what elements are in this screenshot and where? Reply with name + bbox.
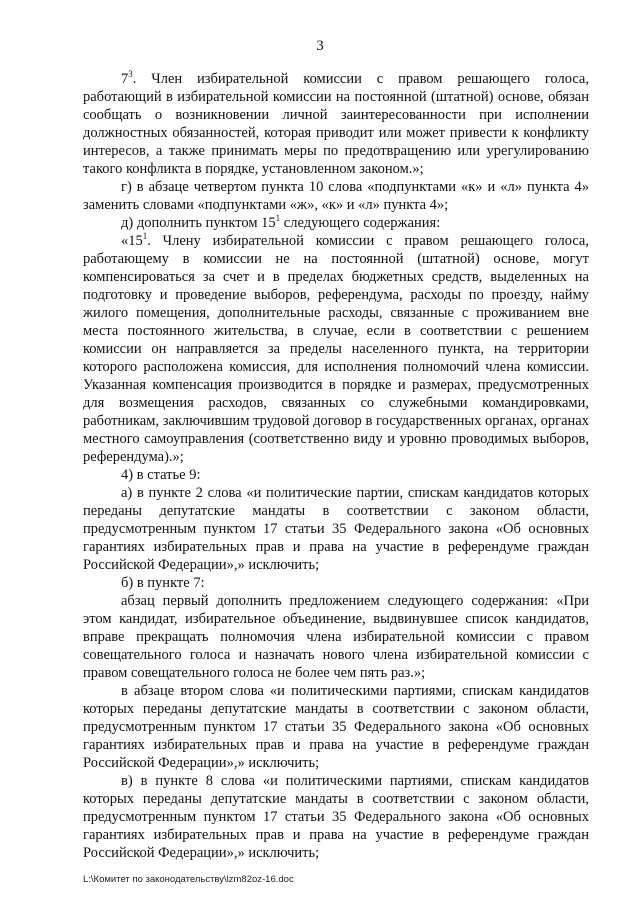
paragraph-d: д) дополнить пунктом $15^1$ следующего содержания: bbox=[121, 213, 441, 231]
paragraph-abzac-first: абзац первый дополнить предложением следующего содержания: «При этом кандидат, избирательное объединение, выдвинувшее список кандидатов, вправе прекращать полномочия члена избирательной комиссии с правом совещательного голоса и назначать нового члена избирательной комиссии с правом совещательного голоса не более чем пять раз.»; bbox=[83, 593, 589, 681]
page-number: 3 bbox=[316, 38, 324, 54]
footer-file-path: L:\Комитет по законодательству\lzm82oz-16.doc bbox=[83, 874, 294, 885]
paragraph-4-article-9: 4) в статье 9: bbox=[121, 467, 201, 483]
paragraph-a: а) в пункте 2 слова «и политические партии, спискам кандидатов которых переданы депутатские мандаты в соответствии с законом области, предусмотренным пунктом 17 статьи 35 Федерального закона «Об основных гарантиях избирательных прав и права на участие в референдуме граждан Российской Федерации»,» исключить; bbox=[83, 485, 589, 573]
document-body bbox=[83, 70, 589, 862]
paragraph-g: г) в абзаце четвертом пункта 10 слова «подпунктами «к» и «л» пункта 4» заменить словами «подпунктами «ж», «к» и «л» пункта 4»; bbox=[83, 179, 589, 213]
paragraph-abzac-second: в абзаце втором слова «и политическими партиями, спискам кандидатов которых переданы депутатские мандаты в соответствии с законом области, предусмотренным пунктом 17 статьи 35 Федерального закона «Об основных гарантиях избирательных прав и права на участие в референдуме граждан Российской Федерации»,» исключить; bbox=[83, 683, 589, 771]
paragraph-7-3: $7^3$. Член избирательной комиссии с правом решающего голоса, работающий в избирательной комиссии на постоянной (штатной) основе, обязан сообщать о возникновении личной заинтересованности при исполнении должностных обязанностей, которая приводит или может привести к конфликту интересов, а также принимать меры по предотвращению или урегулированию такого конфликта в порядке, установленном законом.»; bbox=[83, 69, 589, 177]
paragraph-15-1: «$15^1$. Члену избирательной комиссии с правом решающего голоса, работающему в комиссии не на постоянной (штатной) основе, могут компенсироваться за счет и в пределах бюджетных средств, выделенных на подготовку и проведение выборов, референдума, расходы по проезду, найму жилого помещения, дополнительные расходы, связанные с проживанием вне места постоянного жительства, в случае, если в соответствии с решением комиссии он направляется за пределы населенного пункта, на территории которого расположена комиссия, для исполнения полномочий члена комиссии. Указанная компенсация производится в порядке и размерах, предусмотренных для возмещения расходов, связанных со служебными командировками, работникам, заключившим трудовой договор в государственных органах, органах местного самоуправления (соответственно виду и уровню проводимых выборов, референдума).»; bbox=[83, 231, 589, 465]
paragraph-v: в) в пункте 8 слова «и политическими партиями, спискам кандидатов которых переданы депутатские мандаты в соответствии с законом области, предусмотренным пунктом 17 статьи 35 Федерального закона «Об основных гарантиях избирательных прав и права на участие в референдуме граждан Российской Федерации»,» исключить; bbox=[83, 773, 589, 861]
paragraph-b: б) в пункте 7: bbox=[121, 575, 205, 591]
